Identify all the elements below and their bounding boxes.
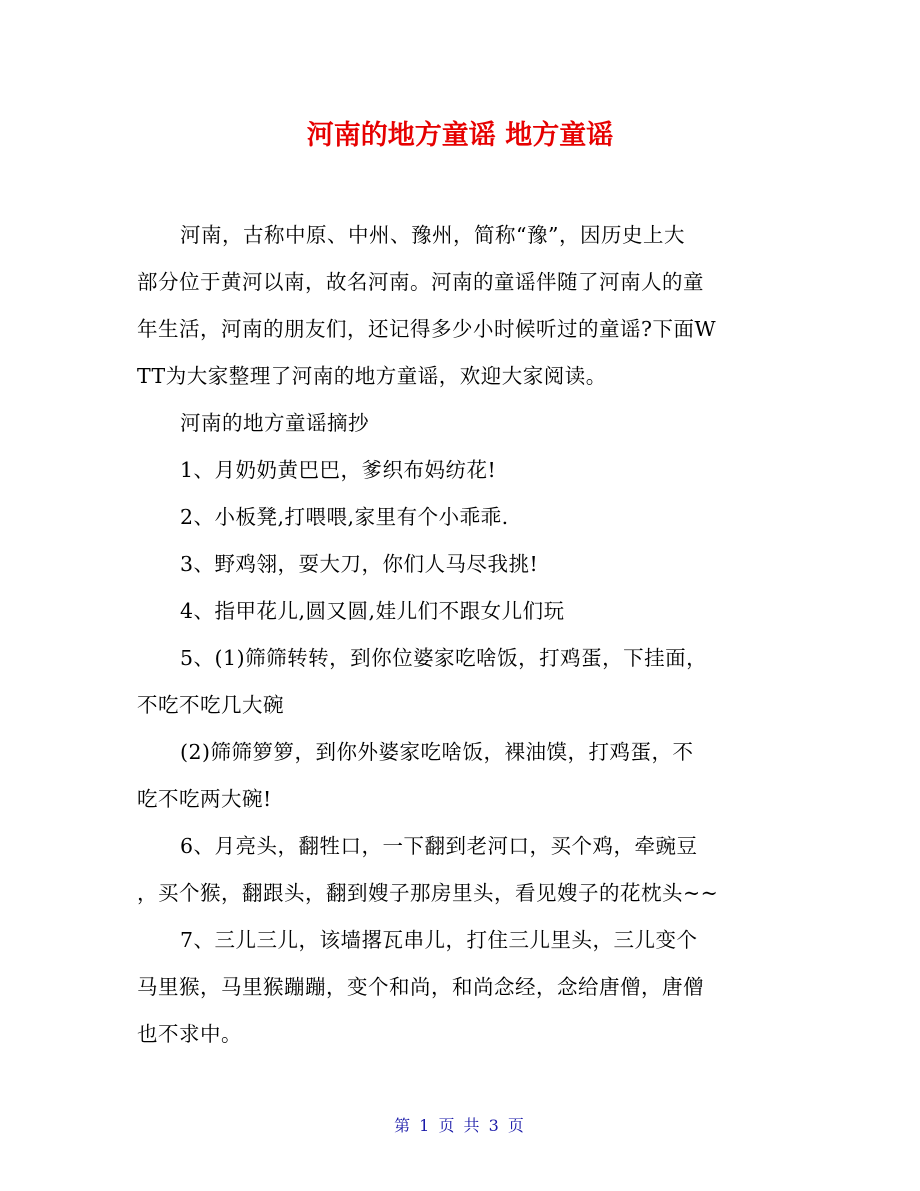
body-line: TT为大家整理了河南的地方童谣，欢迎大家阅读。	[137, 364, 607, 388]
rhyme-item-6-cont: ，买个猴，翻跟头，翻到嫂子那房里头，看见嫂子的花枕头~~	[137, 881, 719, 905]
rhyme-item-5-part-1: 5、(1)筛筛转转，到你位婆家吃啥饭，打鸡蛋，下挂面，	[180, 646, 708, 670]
rhyme-item-1: 1、月奶奶黄巴巴，爹织布妈纺花!	[180, 458, 497, 482]
rhyme-item-5-part-1-cont: 不吃不吃几大碗	[137, 693, 284, 717]
section-heading: 河南的地方童谣摘抄	[180, 411, 369, 435]
rhyme-item-5-part-2: (2)筛筛箩箩，到你外婆家吃啥饭，裸油馍，打鸡蛋，不	[180, 740, 694, 764]
rhyme-item-7-cont: 也不求中。	[137, 1022, 242, 1046]
body-line: 部分位于黄河以南，故名河南。河南的童谣伴随了河南人的童	[137, 270, 704, 294]
body-line: 河南，古称中原、中州、豫州，简称“豫”，因历史上大	[180, 223, 685, 247]
page-number-footer: 第 1 页 共 3 页	[394, 1116, 526, 1135]
rhyme-item-2: 2、小板凳,打喂喂,家里有个小乖乖.	[180, 505, 509, 529]
rhyme-item-6: 6、月亮头，翻牲口，一下翻到老河口，买个鸡，牵豌豆	[180, 834, 698, 858]
rhyme-item-4: 4、指甲花儿,圆又圆,娃儿们不跟女儿们玩	[180, 599, 565, 623]
rhyme-item-7: 7、三儿三儿，该墙撂瓦串儿，打住三儿里头，三儿变个	[180, 928, 698, 952]
document-body	[137, 212, 782, 1058]
page-title: 河南的地方童谣 地方童谣	[306, 120, 614, 151]
rhyme-item-7-cont: 马里猴，马里猴蹦蹦，变个和尚，和尚念经，念给唐僧，唐僧	[137, 975, 704, 999]
body-line: 年生活，河南的朋友们，还记得多少小时候听过的童谣?下面W	[137, 317, 717, 341]
rhyme-item-3: 3、野鸡翎，耍大刀，你们人马尽我挑!	[180, 552, 539, 576]
rhyme-item-5-part-2-cont: 吃不吃两大碗!	[137, 787, 272, 811]
